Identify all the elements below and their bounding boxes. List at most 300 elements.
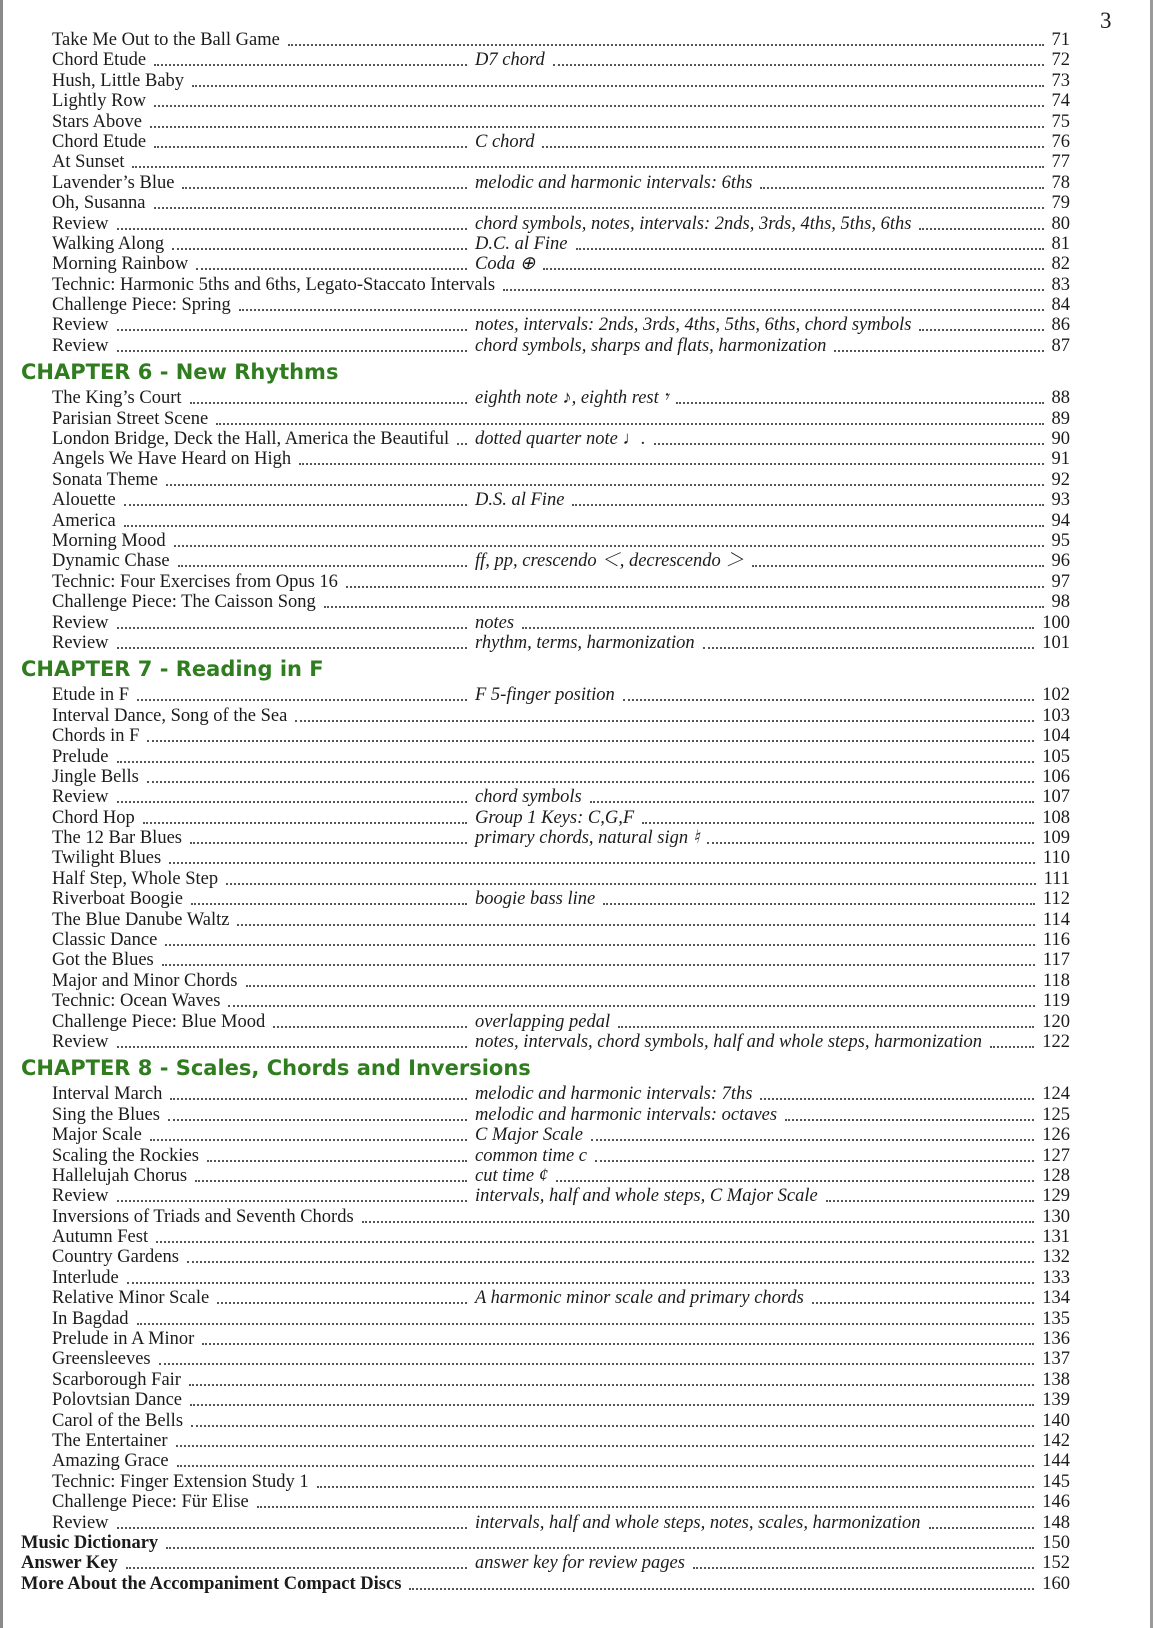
- dot-leader: [117, 227, 467, 230]
- toc-entry[interactable]: [0, 1349, 1154, 1369]
- toc-entry[interactable]: [0, 91, 1154, 111]
- toc-entry[interactable]: [0, 1032, 1154, 1052]
- dot-leader: [137, 698, 467, 701]
- entry-page-number: 152: [1042, 1553, 1070, 1574]
- dot-leader: [143, 821, 467, 824]
- entry-page-number: 88: [1051, 388, 1070, 409]
- entry-page-number: 100: [1042, 612, 1070, 633]
- toc-entry[interactable]: [0, 551, 1154, 571]
- entry-page-number: 77: [1051, 152, 1070, 173]
- dot-leader: [919, 227, 1044, 230]
- entry-title: Relative Minor Scale: [52, 1288, 210, 1309]
- toc-entry[interactable]: [0, 429, 1154, 449]
- entry-page-number: 74: [1051, 91, 1070, 112]
- toc-entry[interactable]: [0, 336, 1154, 356]
- entry-page-number: 160: [1042, 1573, 1070, 1594]
- entry-title: The 12 Bar Blues: [52, 828, 182, 849]
- dot-leader: [237, 923, 1035, 926]
- dot-leader: [150, 1138, 467, 1141]
- entry-title: The King’s Court: [52, 388, 182, 409]
- entry-page-number: 142: [1042, 1431, 1070, 1451]
- dot-leader: [693, 1566, 1034, 1569]
- dot-leader: [178, 564, 467, 567]
- entry-page-number: 76: [1051, 131, 1070, 152]
- dot-leader: [117, 800, 467, 803]
- entry-description: notes, intervals: 2nds, 3rds, 4ths, 5ths, 6ths, chord symbols: [475, 315, 912, 336]
- entry-description: dotted quarter note ♩.: [475, 429, 646, 450]
- entry-title: Country Gardens: [52, 1247, 179, 1268]
- toc-entry[interactable]: [0, 1513, 1154, 1533]
- toc-entry[interactable]: [0, 1472, 1154, 1492]
- dot-leader: [177, 1464, 1034, 1467]
- toc-entry[interactable]: [0, 254, 1154, 274]
- dot-leader: [618, 1025, 1034, 1028]
- entry-title: Interlude: [52, 1267, 119, 1288]
- toc-entry[interactable]: [0, 234, 1154, 254]
- toc-entry[interactable]: [0, 1012, 1154, 1032]
- entry-page-number: 89: [1051, 408, 1070, 429]
- entry-description: melodic and harmonic intervals: octaves: [475, 1104, 778, 1125]
- entry-title: Review: [52, 1186, 109, 1207]
- entry-page-number: 134: [1042, 1288, 1070, 1309]
- toc-entry[interactable]: [0, 1431, 1154, 1451]
- dot-leader: [147, 739, 1034, 742]
- toc-entry[interactable]: [0, 112, 1154, 132]
- entry-description: D.C. al Fine: [475, 233, 568, 254]
- dot-leader: [623, 698, 1034, 701]
- entry-page-number: 135: [1042, 1308, 1070, 1329]
- entry-title: Scaling the Rockies: [52, 1145, 199, 1166]
- toc-entry[interactable]: [0, 950, 1154, 970]
- entry-title: Carol of the Bells: [52, 1410, 184, 1431]
- entry-title: Jingle Bells: [52, 766, 139, 787]
- toc-entry[interactable]: [0, 1125, 1154, 1145]
- dot-leader: [172, 247, 467, 250]
- entry-page-number: 97: [1051, 571, 1070, 592]
- entry-title: Angels We Have Heard on High: [52, 449, 292, 470]
- dot-leader: [591, 1138, 1034, 1141]
- dot-leader: [117, 1045, 467, 1048]
- dot-leader: [117, 1199, 467, 1202]
- entry-page-number: 108: [1042, 807, 1070, 828]
- entry-title: Chord Etude: [52, 50, 147, 71]
- toc-entry[interactable]: [0, 173, 1154, 193]
- entry-page-number: 129: [1042, 1186, 1070, 1207]
- dot-leader: [117, 760, 1034, 763]
- entry-description: Coda ⊕: [475, 254, 536, 275]
- entry-description: C Major Scale: [475, 1125, 583, 1146]
- toc-entry[interactable]: [0, 1084, 1154, 1104]
- entry-page-number: 81: [1051, 233, 1070, 254]
- entry-page-number: 150: [1042, 1532, 1070, 1553]
- toc-entry[interactable]: [0, 1227, 1154, 1247]
- entry-page-number: 104: [1042, 726, 1070, 747]
- dot-leader: [324, 605, 1044, 608]
- entry-page-number: 111: [1043, 868, 1070, 889]
- entry-description: F 5-finger position: [475, 685, 615, 706]
- entry-title: Sonata Theme: [52, 469, 159, 490]
- toc-entry[interactable]: [0, 726, 1154, 746]
- toc-entry[interactable]: [0, 1186, 1154, 1206]
- entry-description: notes, intervals, chord symbols, half and whole steps, harmonization: [475, 1031, 983, 1052]
- dot-leader: [812, 1301, 1034, 1304]
- entry-title: Prelude in A Minor: [52, 1329, 195, 1350]
- chapter-heading-text: CHAPTER 6 - New Rhythms: [21, 360, 339, 385]
- entry-description: intervals, half and whole steps, C Major Scale: [475, 1186, 818, 1207]
- entry-page-number: 125: [1042, 1104, 1070, 1125]
- entry-title: Chord Hop: [52, 807, 135, 828]
- toc-entry[interactable]: [0, 1370, 1154, 1390]
- entry-title: London Bridge, Deck the Hall, America the Beautiful: [52, 429, 450, 450]
- dot-leader: [176, 1444, 1034, 1447]
- dot-leader: [166, 1546, 1034, 1549]
- toc-entry[interactable]: [0, 971, 1154, 991]
- dot-leader: [126, 1566, 467, 1569]
- dot-leader: [154, 145, 467, 148]
- entry-title: Classic Dance: [52, 930, 158, 951]
- toc-entry[interactable]: [0, 910, 1154, 930]
- dot-leader: [246, 984, 1035, 987]
- toc-entry[interactable]: [0, 470, 1154, 490]
- dot-leader: [522, 626, 1034, 629]
- entry-title: Autumn Fest: [52, 1227, 149, 1248]
- entry-page-number: 98: [1051, 592, 1070, 613]
- toc-entry[interactable]: [0, 1207, 1154, 1227]
- dot-leader: [190, 841, 467, 844]
- entry-page-number: 148: [1042, 1512, 1070, 1533]
- chapter-heading-text: CHAPTER 7 - Reading in F: [21, 657, 324, 682]
- dot-leader: [174, 544, 1044, 547]
- entry-description: primary chords, natural sign ♮: [475, 828, 700, 849]
- toc-entry[interactable]: [0, 295, 1154, 315]
- entry-title: Riverboat Boogie: [52, 889, 184, 910]
- entry-page-number: 122: [1042, 1031, 1070, 1052]
- dot-leader: [919, 328, 1044, 331]
- toc-entry[interactable]: [0, 889, 1154, 909]
- entry-page-number: 140: [1042, 1410, 1070, 1431]
- dot-leader: [189, 1383, 1034, 1386]
- dot-leader: [785, 1118, 1034, 1121]
- dot-leader: [165, 943, 1035, 946]
- entry-title: Interval March: [52, 1084, 163, 1105]
- entry-page-number: 112: [1042, 889, 1070, 910]
- entry-description: chord symbols: [475, 787, 582, 808]
- entry-title: Prelude: [52, 746, 109, 767]
- entry-page-number: 144: [1042, 1451, 1070, 1472]
- entry-title: Review: [52, 787, 109, 808]
- page-number: 3: [1100, 8, 1112, 33]
- entry-description: melodic and harmonic intervals: 7ths: [475, 1084, 753, 1105]
- entry-page-number: 80: [1051, 213, 1070, 234]
- entry-page-number: 132: [1042, 1247, 1070, 1268]
- dot-leader: [154, 63, 467, 66]
- entry-title: Major and Minor Chords: [52, 970, 238, 991]
- toc-entry[interactable]: [0, 1574, 1154, 1594]
- dot-leader: [595, 1159, 1034, 1162]
- entry-title: Oh, Susanna: [52, 193, 146, 214]
- entry-page-number: 137: [1042, 1349, 1070, 1370]
- dot-leader: [288, 43, 1044, 46]
- entry-description: common time c: [475, 1145, 587, 1166]
- entry-page-number: 131: [1042, 1227, 1070, 1248]
- entry-title: Review: [52, 315, 109, 336]
- toc-entry[interactable]: [0, 685, 1154, 705]
- dot-leader: [191, 1424, 1034, 1427]
- entry-title: Interval Dance, Song of the Sea: [52, 705, 288, 726]
- entry-description: notes: [475, 612, 515, 633]
- entry-title: More About the Accompaniment Compact Discs: [21, 1573, 402, 1594]
- dot-leader: [162, 963, 1035, 966]
- entry-page-number: 106: [1042, 766, 1070, 787]
- dot-leader: [752, 564, 1044, 567]
- dot-leader: [703, 646, 1034, 649]
- entry-page-number: 124: [1042, 1084, 1070, 1105]
- dot-leader: [760, 186, 1044, 189]
- entry-page-number: 146: [1042, 1492, 1070, 1513]
- toc-entry[interactable]: [0, 275, 1154, 295]
- entry-page-number: 110: [1042, 848, 1070, 869]
- entry-description: A harmonic minor scale and primary chords: [475, 1288, 804, 1309]
- entry-page-number: 133: [1042, 1267, 1070, 1288]
- toc-entry[interactable]: [0, 828, 1154, 848]
- toc-entry[interactable]: [0, 1146, 1154, 1166]
- entry-title: Greensleeves: [52, 1349, 151, 1370]
- toc-entry[interactable]: [0, 706, 1154, 726]
- toc-entry[interactable]: [0, 592, 1154, 612]
- toc-entry[interactable]: [0, 991, 1154, 1011]
- dot-leader: [299, 462, 1044, 465]
- dot-leader: [137, 1322, 1034, 1325]
- toc-entry[interactable]: [0, 1166, 1154, 1186]
- toc-entry[interactable]: [0, 71, 1154, 91]
- dot-leader: [228, 1004, 1035, 1007]
- entry-page-number: 87: [1051, 335, 1070, 356]
- entry-title: Music Dictionary: [21, 1532, 159, 1553]
- toc-entry[interactable]: [0, 1390, 1154, 1410]
- dot-leader: [127, 1281, 1034, 1284]
- entry-title: Challenge Piece: Blue Mood: [52, 1011, 266, 1032]
- toc-entry[interactable]: [0, 1309, 1154, 1329]
- entry-title: Alouette: [52, 490, 116, 511]
- entry-page-number: 117: [1042, 950, 1070, 971]
- entry-page-number: 72: [1051, 50, 1070, 71]
- dot-leader: [170, 1097, 467, 1100]
- entry-title: Hallelujah Chorus: [52, 1165, 188, 1186]
- toc-entry[interactable]: [0, 449, 1154, 469]
- toc-entry[interactable]: [0, 1492, 1154, 1512]
- entry-page-number: 139: [1042, 1390, 1070, 1411]
- dot-leader: [707, 841, 1034, 844]
- dot-leader: [154, 104, 1044, 107]
- entry-page-number: 86: [1051, 315, 1070, 336]
- dot-leader: [195, 1179, 467, 1182]
- toc-entry[interactable]: [0, 388, 1154, 408]
- toc-entry[interactable]: [0, 193, 1154, 213]
- entry-title: Challenge Piece: Für Elise: [52, 1492, 249, 1513]
- entry-title: Review: [52, 1031, 109, 1052]
- entry-title: Technic: Finger Extension Study 1: [52, 1471, 309, 1492]
- entry-page-number: 116: [1042, 930, 1070, 951]
- dot-leader: [159, 1362, 1034, 1365]
- dot-leader: [169, 861, 1035, 864]
- dot-leader: [117, 626, 467, 629]
- dot-leader: [154, 206, 1044, 209]
- entry-page-number: 91: [1051, 449, 1070, 470]
- entry-title: America: [52, 510, 116, 531]
- toc-entry[interactable]: [0, 747, 1154, 767]
- entry-page-number: 94: [1051, 510, 1070, 531]
- entry-title: Review: [52, 612, 109, 633]
- entry-title: Polovtsian Dance: [52, 1390, 182, 1411]
- dot-leader: [124, 524, 1044, 527]
- entry-title: Inversions of Triads and Seventh Chords: [52, 1206, 354, 1227]
- entry-title: Review: [52, 335, 109, 356]
- entry-page-number: 96: [1051, 551, 1070, 572]
- entry-page-number: 107: [1042, 787, 1070, 808]
- toc-entry[interactable]: [0, 808, 1154, 828]
- entry-title: Chord Etude: [52, 131, 147, 152]
- dot-leader: [542, 145, 1044, 148]
- toc-entry[interactable]: [0, 1329, 1154, 1349]
- entry-title: Chords in F: [52, 726, 140, 747]
- entry-description: ff, pp, crescendo ＜, decrescendo ＞: [475, 551, 744, 572]
- table-of-contents: [0, 30, 1154, 1594]
- toc-entry[interactable]: [0, 152, 1154, 172]
- toc-entry[interactable]: [0, 1288, 1154, 1308]
- dot-leader: [196, 267, 467, 270]
- dot-leader: [317, 1485, 1034, 1488]
- entry-description: chord symbols, notes, intervals: 2nds, 3rds, 4ths, 5ths, 6ths: [475, 213, 912, 234]
- entry-description: chord symbols, sharps and flats, harmonization: [475, 335, 827, 356]
- entry-title: Amazing Grace: [52, 1451, 169, 1472]
- toc-entry[interactable]: [0, 869, 1154, 889]
- entry-title: Twilight Blues: [52, 848, 162, 869]
- entry-page-number: 71: [1051, 30, 1070, 50]
- entry-page-number: 119: [1042, 991, 1070, 1012]
- entry-title: Technic: Ocean Waves: [52, 991, 221, 1012]
- dot-leader: [362, 1220, 1034, 1223]
- entry-page-number: 102: [1042, 685, 1070, 706]
- dot-leader: [147, 780, 1034, 783]
- entry-page-number: 83: [1051, 274, 1070, 295]
- entry-title: Review: [52, 1512, 109, 1533]
- entry-page-number: 73: [1051, 70, 1070, 91]
- dot-leader: [168, 1118, 467, 1121]
- toc-entry[interactable]: [0, 572, 1154, 592]
- entry-page-number: 109: [1042, 828, 1070, 849]
- entry-title: Technic: Harmonic 5ths and 6ths, Legato-Staccato Intervals: [52, 274, 496, 295]
- toc-entry[interactable]: [0, 1268, 1154, 1288]
- entry-title: Answer Key: [21, 1553, 118, 1574]
- entry-page-number: 92: [1051, 469, 1070, 490]
- entry-title: At Sunset: [52, 152, 125, 173]
- entry-title: Challenge Piece: Spring: [52, 295, 231, 316]
- dot-leader: [117, 328, 467, 331]
- dot-leader: [590, 800, 1034, 803]
- toc-entry[interactable]: [0, 1105, 1154, 1125]
- dot-leader: [826, 1199, 1034, 1202]
- toc-entry[interactable]: [0, 1411, 1154, 1431]
- entry-description: answer key for review pages: [475, 1553, 685, 1574]
- dot-leader: [117, 349, 467, 352]
- toc-entry[interactable]: [0, 531, 1154, 551]
- entry-title: Lightly Row: [52, 91, 147, 112]
- entry-page-number: 90: [1051, 429, 1070, 450]
- toc-entry[interactable]: [0, 1451, 1154, 1471]
- entry-page-number: 78: [1051, 172, 1070, 193]
- entry-title: Challenge Piece: The Caisson Song: [52, 592, 316, 613]
- toc-entry[interactable]: [0, 848, 1154, 868]
- entry-page-number: 105: [1042, 746, 1070, 767]
- entry-description: rhythm, terms, harmonization: [475, 632, 695, 653]
- dot-leader: [457, 442, 467, 445]
- dot-leader: [166, 483, 1044, 486]
- entry-page-number: 103: [1042, 705, 1070, 726]
- dot-leader: [217, 1301, 467, 1304]
- entry-title: Take Me Out to the Ball Game: [52, 30, 280, 50]
- dot-leader: [187, 1260, 1034, 1263]
- entry-page-number: 130: [1042, 1206, 1070, 1227]
- entry-description: C chord: [475, 131, 535, 152]
- entry-description: overlapping pedal: [475, 1011, 611, 1032]
- toc-entry[interactable]: [0, 132, 1154, 152]
- dot-leader: [207, 1159, 467, 1162]
- entry-title: The Entertainer: [52, 1431, 168, 1451]
- toc-entry[interactable]: [0, 1247, 1154, 1267]
- entry-title: The Blue Danube Waltz: [52, 909, 230, 930]
- entry-title: Review: [52, 213, 109, 234]
- entry-title: Etude in F: [52, 685, 130, 706]
- dot-leader: [124, 503, 467, 506]
- toc-entry[interactable]: [0, 30, 1154, 50]
- dot-leader: [190, 1403, 1034, 1406]
- toc-entry[interactable]: [0, 409, 1154, 429]
- entry-title: Dynamic Chase: [52, 551, 170, 572]
- dot-leader: [346, 585, 1044, 588]
- toc-entry[interactable]: [0, 613, 1154, 633]
- toc-entry[interactable]: [0, 787, 1154, 807]
- toc-entry[interactable]: [0, 214, 1154, 234]
- toc-entry[interactable]: [0, 490, 1154, 510]
- dot-leader: [190, 401, 467, 404]
- entry-page-number: 126: [1042, 1125, 1070, 1146]
- chapter-heading: [0, 653, 1154, 685]
- dot-leader: [226, 882, 1036, 885]
- dot-leader: [576, 247, 1044, 250]
- entry-description: D.S. al Fine: [475, 490, 565, 511]
- dot-leader: [295, 719, 1034, 722]
- chapter-heading: [0, 356, 1154, 388]
- toc-entry[interactable]: [0, 930, 1154, 950]
- dot-leader: [572, 503, 1044, 506]
- toc-entry[interactable]: [0, 511, 1154, 531]
- toc-entry[interactable]: [0, 633, 1154, 653]
- dot-leader: [216, 422, 1044, 425]
- dot-leader: [202, 1342, 1034, 1345]
- dot-leader: [642, 821, 1034, 824]
- toc-entry[interactable]: [0, 315, 1154, 335]
- dot-leader: [257, 1505, 1034, 1508]
- entry-description: boogie bass line: [475, 889, 596, 910]
- toc-entry[interactable]: [0, 50, 1154, 70]
- entry-title: Morning Mood: [52, 530, 166, 551]
- entry-title: Lavender’s Blue: [52, 172, 175, 193]
- chapter-heading: [0, 1052, 1154, 1084]
- toc-entry[interactable]: [0, 1553, 1154, 1573]
- toc-entry[interactable]: [0, 767, 1154, 787]
- dot-leader: [760, 1097, 1034, 1100]
- toc-entry[interactable]: [0, 1533, 1154, 1553]
